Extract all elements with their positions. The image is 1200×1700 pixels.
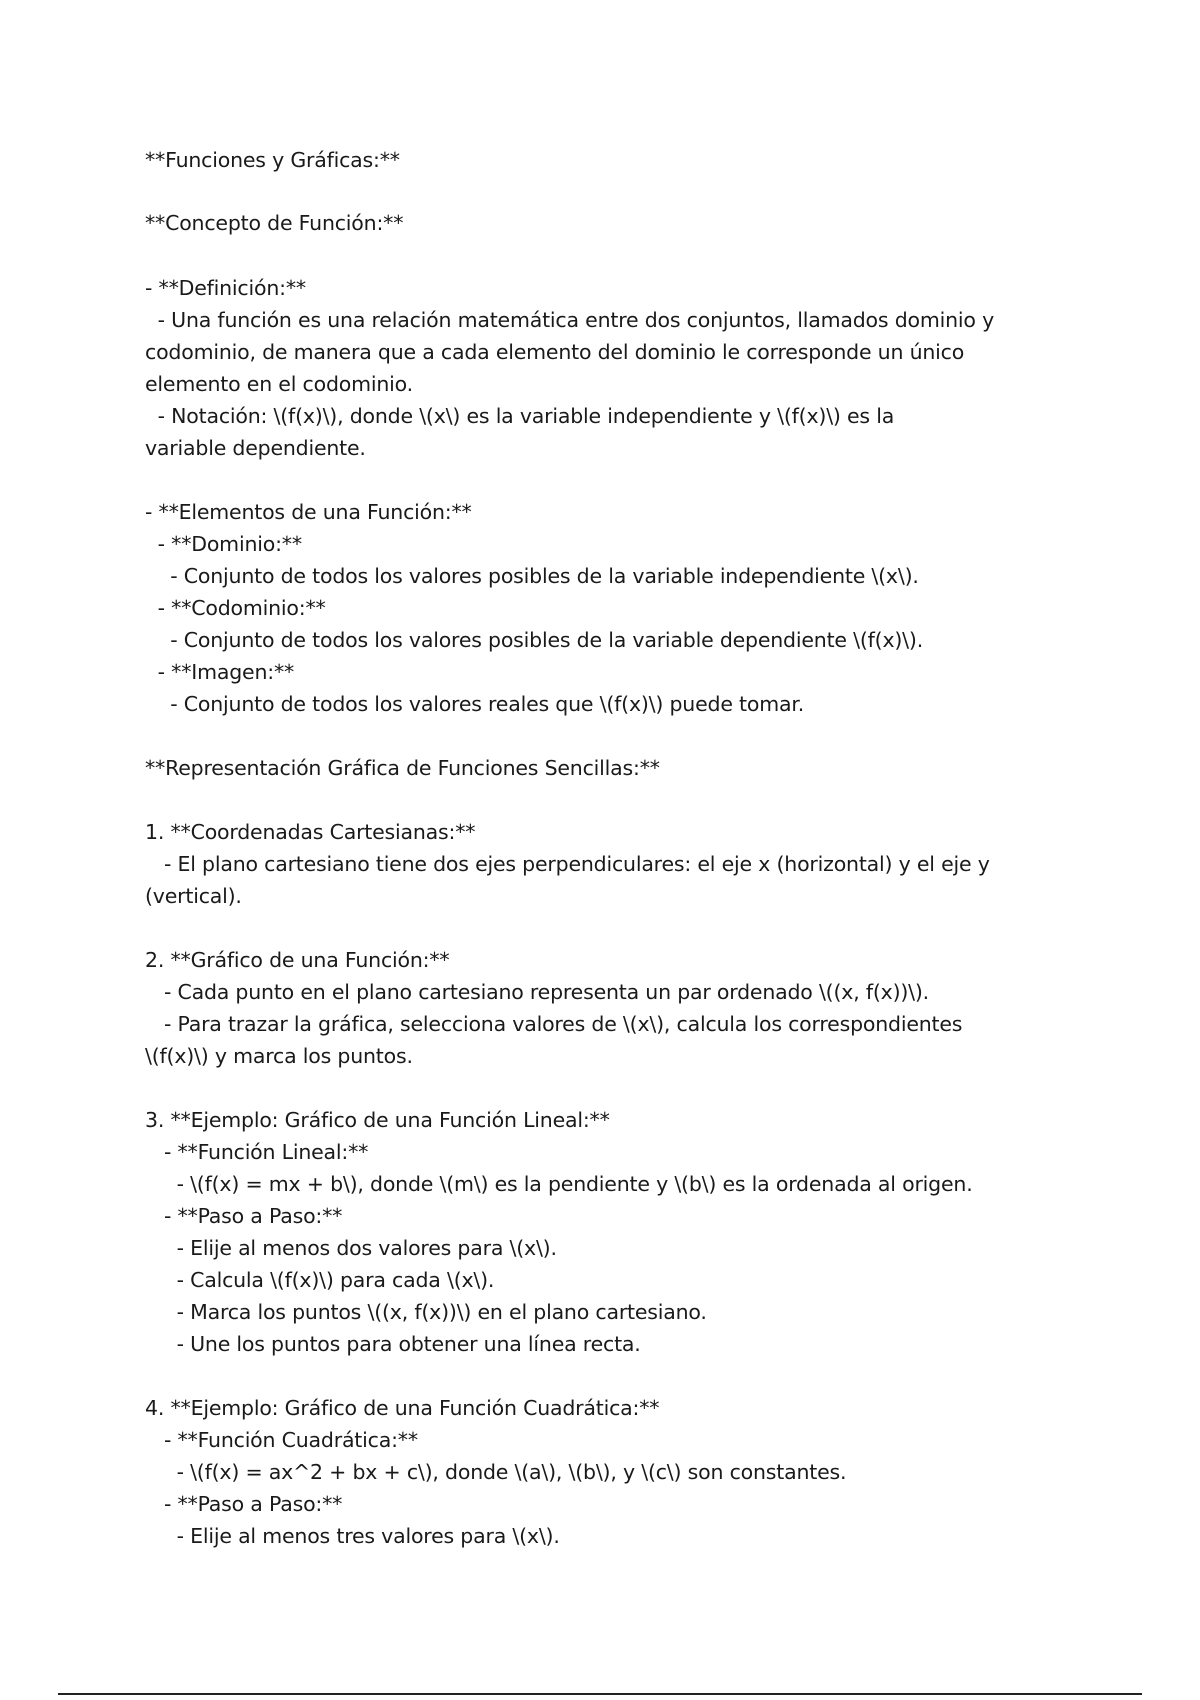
- text-line: - \(f(x) = ax^2 + bx + c\), donde \(a\), \(b\), y \(c\) son constantes.: [145, 1460, 847, 1484]
- text-line: - **Codominio:**: [145, 596, 326, 620]
- text-line: elemento en el codominio.: [145, 372, 413, 396]
- text-line: - Une los puntos para obtener una línea recta.: [145, 1332, 641, 1356]
- text-line: - Conjunto de todos los valores reales que \(f(x)\) puede tomar.: [145, 692, 805, 716]
- text-line: **Funciones y Gráficas:**: [145, 148, 400, 172]
- text-line: 3. **Ejemplo: Gráfico de una Función Lineal:**: [145, 1108, 610, 1132]
- text-line: - Calcula \(f(x)\) para cada \(x\).: [145, 1268, 495, 1292]
- text-line: \(f(x)\) y marca los puntos.: [145, 1044, 413, 1068]
- text-line: - El plano cartesiano tiene dos ejes perpendiculares: el eje x (horizontal) y el eje y: [145, 852, 990, 876]
- text-line: - Para trazar la gráfica, selecciona valores de \(x\), calcula los correspondientes: [145, 1012, 963, 1036]
- text-line: variable dependiente.: [145, 436, 366, 460]
- text-line: 4. **Ejemplo: Gráfico de una Función Cuadrática:**: [145, 1396, 660, 1420]
- text-line: - **Definición:**: [145, 276, 306, 300]
- text-line: - Elije al menos dos valores para \(x\).: [145, 1236, 557, 1260]
- text-line: - **Función Lineal:**: [145, 1140, 369, 1164]
- text-line: **Concepto de Función:**: [145, 211, 404, 235]
- text-line: - Elije al menos tres valores para \(x\).: [145, 1524, 560, 1548]
- page-bottom-divider: [58, 1693, 1142, 1695]
- text-line: - **Paso a Paso:**: [145, 1204, 343, 1228]
- text-line: - **Dominio:**: [145, 532, 302, 556]
- text-line: - **Función Cuadrática:**: [145, 1428, 418, 1452]
- text-line: - **Imagen:**: [145, 660, 295, 684]
- text-line: 1. **Coordenadas Cartesianas:**: [145, 820, 476, 844]
- text-line: - **Elementos de una Función:**: [145, 500, 472, 524]
- text-line: 2. **Gráfico de una Función:**: [145, 948, 450, 972]
- text-line: - Cada punto en el plano cartesiano representa un par ordenado \((x, f(x))\).: [145, 980, 930, 1004]
- text-line: - Marca los puntos \((x, f(x))\) en el plano cartesiano.: [145, 1300, 707, 1324]
- text-line: - **Paso a Paso:**: [145, 1492, 343, 1516]
- text-line: - Notación: \(f(x)\), donde \(x\) es la variable independiente y \(f(x)\) es la: [145, 404, 895, 428]
- text-line: - Una función es una relación matemática entre dos conjuntos, llamados dominio y: [145, 308, 994, 332]
- text-line: **Representación Gráfica de Funciones Sencillas:**: [145, 756, 660, 780]
- text-line: codominio, de manera que a cada elemento del dominio le corresponde un único: [145, 340, 965, 364]
- text-line: (vertical).: [145, 884, 242, 908]
- text-line: - \(f(x) = mx + b\), donde \(m\) es la pendiente y \(b\) es la ordenada al origen.: [145, 1172, 973, 1196]
- text-line: - Conjunto de todos los valores posibles de la variable dependiente \(f(x)\).: [145, 628, 924, 652]
- text-line: - Conjunto de todos los valores posibles de la variable independiente \(x\).: [145, 564, 919, 588]
